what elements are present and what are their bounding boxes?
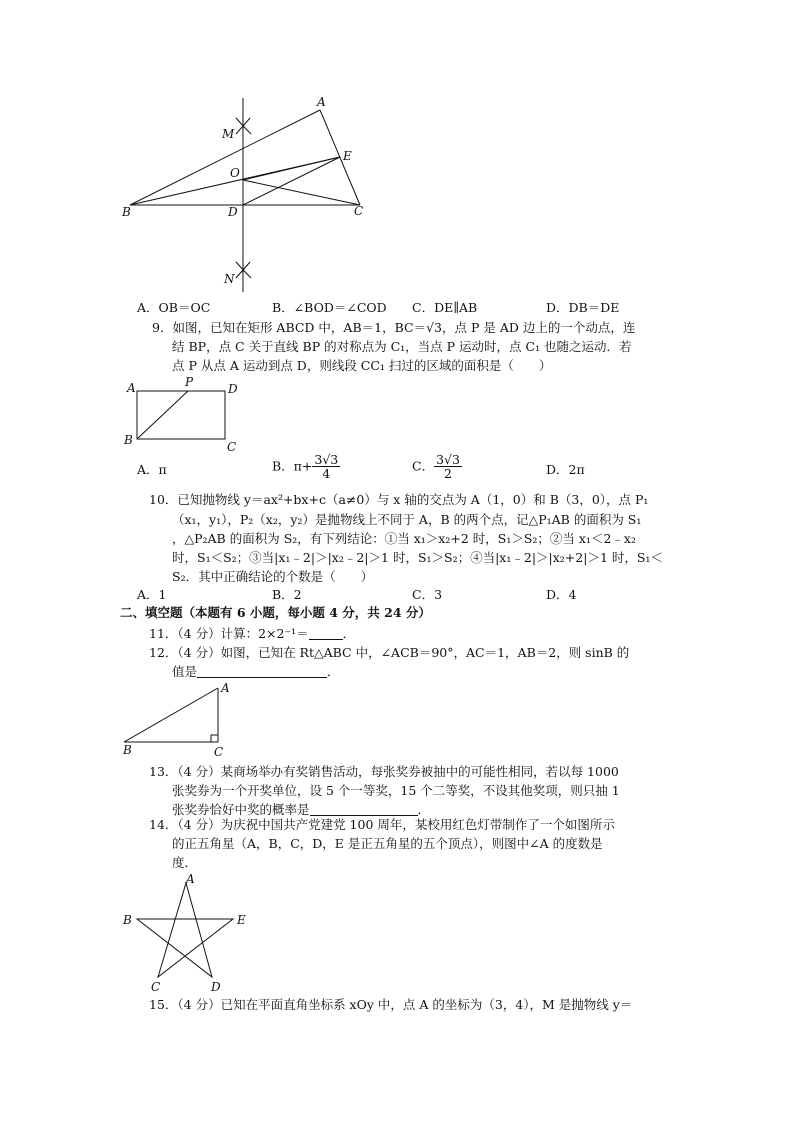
q12-label-C: C — [214, 745, 224, 759]
q9-line-1: 9．如图，已知在矩形 ABCD 中，AB＝1，BC＝√3，点 P 是 AD 边上的一个动点，连 — [152, 320, 636, 335]
q14-label-A: A — [186, 872, 195, 886]
q8-label-B: B — [122, 205, 131, 219]
q9-option-d: D．2π — [546, 462, 585, 477]
q10-option-d: D．4 — [546, 587, 577, 602]
q15-line-1: 15．（4 分）已知在平面直角坐标系 xOy 中，点 A 的坐标为（3，4），M 是抛物线 y＝ — [149, 997, 633, 1012]
q8-option-d: D．DB＝DE — [546, 300, 620, 315]
q9-line-3: 点 P 从点 A 运动到点 D，则线段 CC₁ 扫过的区域的面积是（ ） — [172, 358, 552, 373]
q8-label-A: A — [317, 95, 326, 109]
q8-label-N: N — [224, 272, 235, 286]
q14-pentagram — [137, 883, 233, 977]
q10-line-5: S₂．其中正确结论的个数是（ ） — [172, 569, 374, 584]
q14-label-B: B — [123, 913, 132, 927]
q9-label-C: C — [227, 440, 237, 454]
q12-line-1: 12．（4 分）如图，已知在 Rt△ABC 中，∠ACB＝90°，AC＝1，AB＝2，则 sinB 的 — [149, 645, 630, 660]
q8-option-b: B．∠BOD＝∠COD — [272, 300, 387, 315]
q9-option-b-denominator: 4 — [322, 466, 331, 481]
q13-line-1: 13．（4 分）某商场举办有奖销售活动，每张奖券被抽中的可能性相同，若以每 1000 — [149, 764, 619, 779]
q14-line-1: 14．（4 分）为庆祝中国共产党建党 100 周年，某校用红色灯带制作了一个如图所示 — [149, 817, 615, 832]
q9-option-b-numerator: 3√3 — [314, 452, 339, 467]
q9-label-A: A — [127, 381, 136, 395]
q9-option-c-numerator: 3√3 — [436, 452, 460, 467]
q10-line-2: （x₁，y₁），P₂（x₂，y₂）是抛物线上不同于 A，B 的两个点，记△P₁AB 的面积为 S₁ — [172, 512, 642, 527]
q14-label-C: C — [151, 980, 161, 994]
q13-line-2: 张奖券为一个开奖单位，设 5 个一等奖，15 个二等奖，不设其他奖项，则只抽 1 — [172, 783, 620, 798]
q14-label-D: D — [211, 980, 221, 994]
q13-end: ． — [417, 802, 431, 817]
q13-line-3-text: 张奖券恰好中奖的概率是 — [172, 802, 310, 817]
q9-option-c-denominator: 2 — [444, 466, 452, 481]
q10-option-b: B．2 — [272, 587, 302, 602]
q14-label-E: E — [237, 913, 246, 927]
q14-line-2: 的正五角星（A，B，C，D，E 是正五角星的五个顶点），则图中∠A 的度数是 — [172, 836, 603, 851]
q8-option-a: A．OB＝OC — [137, 300, 211, 315]
q9-label-P: P — [185, 375, 194, 389]
q11-end: ． — [342, 626, 356, 641]
q9-option-a: A．π — [137, 462, 167, 477]
q9-label-B: B — [124, 433, 133, 447]
q10-line-4: 时，S₁＜S₂；③当|x₁﹣2|＞|x₂﹣2|＞1 时，S₁＞S₂；④当|x₁﹣2|＞|x₂+2|＞1 时，S₁＜ — [172, 550, 663, 565]
q8-label-E: E — [343, 149, 352, 163]
q9-option-c-prefix: C． — [412, 458, 435, 474]
q8-label-C: C — [354, 204, 364, 218]
q11-text: 11．（4 分）计算：2×2⁻¹＝ — [149, 626, 309, 641]
q10-line-3: ，△P₂AB 的面积为 S₂，有下列结论：①当 x₁＞x₂+2 时，S₁＞S₂；②当 x₁＜2﹣x₂ — [172, 531, 636, 546]
q8-label-O: O — [230, 166, 240, 180]
q8-label-D: D — [228, 205, 238, 219]
q12-line-2-text: 值是 — [172, 664, 198, 679]
q8-option-c: C．DE∥AB — [412, 300, 478, 315]
q8-label-M: M — [222, 127, 235, 141]
q10-line-1: 10．已知抛物线 y＝ax²+bx+c（a≠0）与 x 轴的交点为 A（1，0）和 B（3，0），点 P₁ — [149, 492, 649, 507]
q12-end: ． — [327, 664, 340, 679]
q9-option-b-prefix: B．π+ — [272, 458, 313, 474]
q10-option-a: A．1 — [137, 587, 167, 602]
q14-line-3-text: 度． — [172, 855, 198, 870]
q12-label-B: B — [123, 743, 132, 757]
q9-label-D: D — [228, 382, 238, 396]
q10-option-c: C．3 — [412, 587, 443, 602]
section-2-title: 二、填空题（本题有 6 小题，每小题 4 分，共 24 分） — [120, 605, 431, 620]
q12-label-A: A — [221, 681, 230, 695]
q9-line-2: 结 BP，点 C 关于直线 BP 的对称点为 C₁，当点 P 运动时，点 C₁ 也随之运动．若 — [172, 339, 632, 354]
